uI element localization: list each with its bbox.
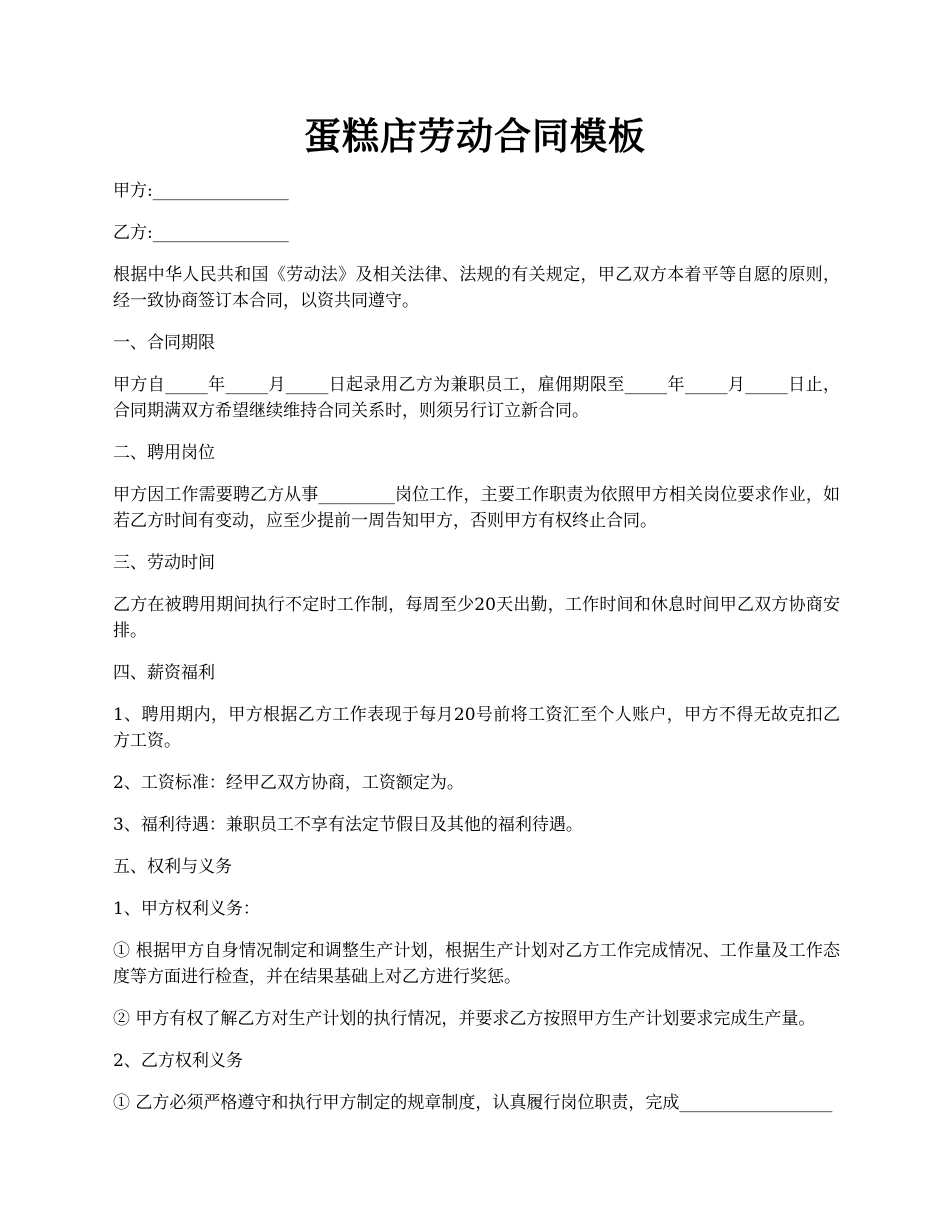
salary-item-2: 2、工资标准：经甲乙双方协商，工资额定为。 xyxy=(113,773,464,793)
party-a-line: 甲方:________________ xyxy=(113,181,289,201)
party-b-rights-heading: 2、乙方权利义务 xyxy=(113,1051,243,1071)
party-b-rights-item-1: ① 乙方必须严格遵守和执行甲方制定的规章制度，认真履行岗位职责，完成__________________ xyxy=(113,1093,833,1113)
preamble-paragraph: 根据中华人民共和国《劳动法》及相关法律、法规的有关规定，甲乙双方本着平等自愿的原则，经一致协商签订本合同，以资共同遵守。 xyxy=(113,265,840,311)
section-heading-term: 一、合同期限 xyxy=(113,333,215,353)
working-hours-paragraph: 乙方在被聘用期间执行不定时工作制，每周至少20天出勤，工作时间和休息时间甲乙双方协商安排。 xyxy=(113,595,840,641)
party-a-rights-item-2: ② 甲方有权了解乙方对生产计划的执行情况，并要求乙方按照甲方生产计划要求完成生产量。 xyxy=(113,1009,816,1029)
section-heading-salary: 四、薪资福利 xyxy=(113,663,215,683)
section-heading-working-hours: 三、劳动时间 xyxy=(113,553,215,573)
section-heading-position: 二、聘用岗位 xyxy=(113,443,215,463)
document-title: 蛋糕店劳动合同模板 xyxy=(304,114,646,158)
party-b-line: 乙方:________________ xyxy=(113,223,289,243)
party-a-rights-item-1: ① 根据甲方自身情况制定和调整生产计划，根据生产计划对乙方工作完成情况、工作量及工作态度等方面进行检查，并在结果基础上对乙方进行奖惩。 xyxy=(113,941,840,987)
term-paragraph: 甲方自_____年_____月_____日起录用乙方为兼职员工，雇佣期限至_____年_____月_____日止，合同期满双方希望继续维持合同关系时，则须另行订立新合同。 xyxy=(113,375,840,421)
salary-item-3: 3、福利待遇：兼职员工不享有法定节假日及其他的福利待遇。 xyxy=(113,815,583,835)
section-heading-rights: 五、权利与义务 xyxy=(113,857,232,877)
document-body xyxy=(113,178,840,1132)
position-paragraph: 甲方因工作需要聘乙方从事_________岗位工作，主要工作职责为依照甲方相关岗位要求作业，如若乙方时间有变动，应至少提前一周告知甲方，否则甲方有权终止合同。 xyxy=(113,485,840,531)
party-a-rights-heading: 1、甲方权利义务： xyxy=(113,899,260,919)
salary-item-1: 1、聘用期内，甲方根据乙方工作表现于每月20号前将工资汇至个人账户，甲方不得无故克扣乙方工资。 xyxy=(113,705,840,751)
